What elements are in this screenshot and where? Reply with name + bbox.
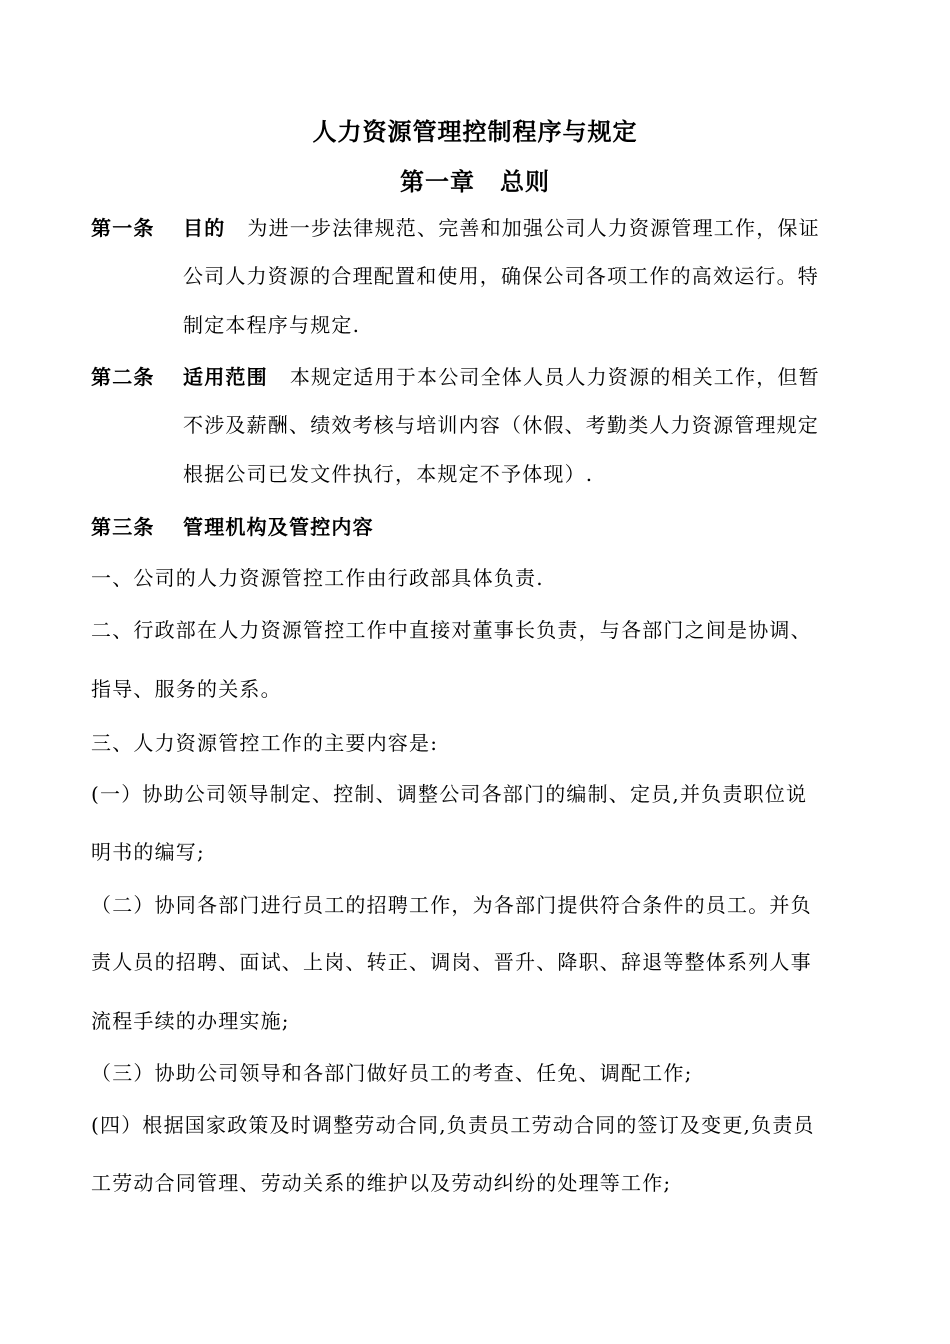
- body-paragraph-line: (一）协助公司领导制定、控制、调整公司各部门的编制、定员,并负责职位说: [91, 782, 808, 806]
- body-paragraph-line: 流程手续的办理实施;: [91, 1009, 290, 1033]
- body-paragraph-line: 二、行政部在人力资源管控工作中直接对董事长负责，与各部门之间是协调、: [91, 618, 812, 642]
- body-paragraph-line: 三、人力资源管控工作的主要内容是:: [91, 731, 439, 755]
- body-paragraph-line: 明书的编写;: [91, 840, 205, 864]
- article-1-first-line: [91, 212, 820, 241]
- article-2-text-line: 不涉及薪酬、绩效考核与培训内容（休假、考勤类人力资源管理规定: [183, 413, 819, 437]
- body-paragraph-line: 责人员的招聘、面试、上岗、转正、调岗、晋升、降职、辞退等整体系列人事: [91, 950, 812, 974]
- body-paragraph-line: 工劳动合同管理、劳动关系的维护以及劳动纠纷的处理等工作;: [91, 1171, 672, 1195]
- document-title: 人力资源管理控制程序与规定: [312, 118, 638, 146]
- article-1-text-line: 制定本程序与规定.: [183, 313, 361, 337]
- article-2-number: 第二条: [91, 365, 155, 389]
- body-paragraph-line: 一、公司的人力资源管控工作由行政部具体负责.: [91, 566, 544, 590]
- article-1-number: 第一条: [91, 216, 155, 240]
- article-1-heading: 目的: [183, 216, 226, 240]
- article-3-heading: 管理机构及管控内容: [183, 515, 374, 539]
- article-2-text-line: 根据公司已发文件执行，本规定不予体现）.: [183, 462, 594, 486]
- article-1-text-line: 为进一步法律规范、完善和加强公司人力资源管理工作，保证: [247, 216, 820, 240]
- chapter-heading: 第一章 总则: [400, 168, 550, 196]
- article-1-text-line: 公司人力资源的合理配置和使用，确保公司各项工作的高效运行。特: [183, 264, 819, 288]
- body-paragraph-line: （二）协同各部门进行员工的招聘工作，为各部门提供符合条件的员工。并负: [91, 893, 812, 917]
- article-2-heading: 适用范围: [183, 365, 268, 389]
- body-paragraph-line: (四）根据国家政策及时调整劳动合同,负责员工劳动合同的签订及变更,负责员: [91, 1113, 815, 1137]
- article-3-heading-line: [91, 511, 374, 540]
- body-paragraph-line: （三）协助公司领导和各部门做好员工的考查、任免、调配工作;: [91, 1061, 693, 1085]
- article-2-first-line: [91, 361, 820, 390]
- article-2-text-line: 本规定适用于本公司全体人员人力资源的相关工作，但暂: [289, 365, 820, 389]
- article-3-number: 第三条: [91, 515, 155, 539]
- body-paragraph-line: 指导、服务的关系。: [91, 677, 282, 701]
